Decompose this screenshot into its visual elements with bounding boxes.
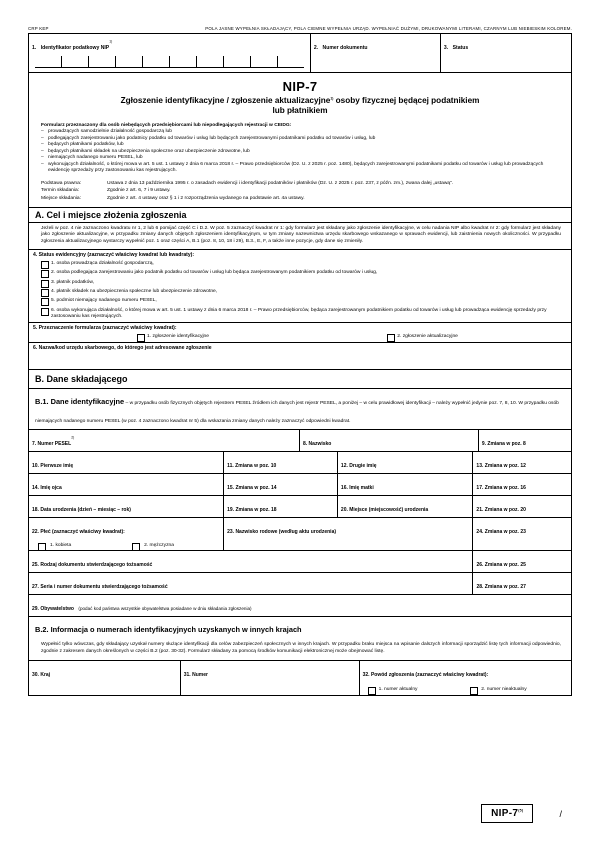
nip-cell[interactable] (89, 56, 116, 67)
field-label: 12. Drugie imię (340, 463, 377, 470)
section-a-text: Jeżeli w poz. 4 nie zaznaczono kwadratu nr 1, 2 lub 6 pomijać część C i D.2. W poz. 5 zaznaczyć kwadrat nr 1: gdy formularz jest składany jako zgłoszenie identyfikacyjne, w celu nadania NIP albo kwadrat nr 2: gdy formularz jest składany jako zgłoszenie aktualizacyjne, w przypadku zmiany danych objętych zgłoszeniem identyfikacyjnym, w tym zmiany nazewnictwa urzędu skarbowego wskazanego w sprawach ewidencji, lub zaistnienia nowych okoliczności. W przypadku zgłoszenia aktualizacyjnego wystarczy wypełnić poz. 1 oraz części A, B.1 (poz. 8, 10, 18 i 29), B.3., E, F, a także inne pozycje, gdy dane się zmieniły. (41, 225, 561, 244)
table-row (29, 517, 571, 550)
footer-code-sup: (5) (518, 808, 524, 813)
field-label: 27. Seria i numer dokumentu stwierdzającego tożsamość (32, 584, 168, 591)
field-change-18[interactable] (224, 496, 338, 517)
field-label: 22. Płeć (zaznaczyć właściwy kwadrat): (32, 529, 125, 536)
legal-value: Ustawa z dnia 13 października 1995 r. o zasadach ewidencji i identyfikacji podatników i płatników (Dz. U. z 2025 r. poz. 237, z późn. zm.), zwana dalej „ustawą”. (107, 180, 454, 186)
section-b2-desc: Wypełnić tylko wówczas, gdy składający uzyskał numery służące identyfikacji dla celów zabezpieczeń społecznych w innych krajach. W przypadku braku miejsca na wpisanie dalszych informacji sporządzić listę tych informacji odpowiednio, zgodnie z zakresem danych określonych w części B.2 (poz. 30-32). Formularz składany za pomocą środków komunikacji elektronicznej może obejmować listę. (41, 642, 561, 654)
intro-bullet: – prowadzących samodzielnie działalność gospodarczą lub (41, 129, 561, 135)
field-change-27[interactable] (473, 573, 571, 594)
legal-label: Miejsce składania: (41, 195, 81, 201)
option-label: 2. zgłoszenie aktualizacyjne (397, 334, 458, 340)
option-4-4[interactable] (29, 288, 571, 297)
field-nip-number: 1. (32, 45, 37, 51)
table-row (29, 495, 571, 517)
option-label: 1. osoba prowadząca działalność gospodarczą, (51, 260, 154, 266)
field-birth-date[interactable] (29, 496, 224, 517)
intro-bullet: – będących płatnikami podatków, lub (41, 142, 561, 148)
page-header (28, 26, 572, 31)
field-pesel[interactable] (29, 430, 300, 451)
field-id-document-type[interactable] (29, 551, 473, 572)
field-change-12[interactable] (473, 452, 571, 473)
field-change-25[interactable] (473, 551, 571, 572)
field-label: 14. Imię ojca (32, 485, 62, 492)
footer-page-slash: / (559, 808, 562, 819)
field-birth-place[interactable] (338, 496, 474, 517)
section-b1-intro (29, 389, 571, 429)
field-label: 18. Data urodzenia (dzień – miesiąc – rok) (32, 507, 131, 514)
checkbox-icon[interactable] (38, 543, 46, 551)
field-label: 31. Numer (183, 672, 208, 679)
field-label: 15. Zmiana w poz. 14 (227, 485, 277, 492)
option-label: 5. podmiot niemający nadanego numeru PESEL, (51, 298, 157, 304)
option-5-1[interactable] (129, 334, 379, 339)
checkbox-icon[interactable] (387, 334, 395, 342)
field-label: 29. Obywatelstwo (32, 606, 74, 613)
table-row (29, 473, 571, 495)
intro-bullet: – podlegających zarejestrowaniu jako podatnicy podatku od towarów i usług lub będących zarejestrowanymi podatnikami podatku od towarów i usług, lub (41, 136, 561, 142)
nip-cell[interactable] (116, 56, 143, 67)
top-fields-row (28, 33, 572, 73)
field-foreign-number[interactable] (181, 661, 360, 694)
form-title-line1-rest: osoby fizycznej będącej podatnikiem (333, 96, 480, 105)
table-row (29, 550, 571, 572)
section-b2-title-row (29, 617, 571, 639)
legal-row (41, 188, 561, 194)
option-4-5[interactable] (29, 297, 571, 306)
field-first-name[interactable] (29, 452, 224, 473)
table-row (29, 660, 571, 694)
option-label: 1. numer aktualny (378, 686, 418, 692)
section-a-header: A. Cel i miejsce złożenia zgłoszenia (29, 207, 571, 223)
field-surname[interactable] (300, 430, 479, 451)
field-second-name[interactable] (338, 452, 474, 473)
nip-cell[interactable] (35, 56, 62, 67)
legal-row (41, 181, 561, 187)
field-mother-name[interactable] (338, 474, 474, 495)
field-label: 25. Rodzaj dokumentu stwierdzającego tożsamość (32, 562, 153, 569)
field-change-8[interactable] (479, 430, 571, 451)
form-title (39, 96, 561, 116)
section-b1-desc: – w przypadku osób fizycznych objętych rejestrem PESEL źródłem ich danych jest rejestr PESEL, a poniżej – w celu prawidłowej identyfikacji – należy wypełnić jedynie poz. 7, 8, 10. W przypadku osób niemających nadanego numeru PESEL (w poz. 4 zaznaczono kwadrat nr 5) dla wskazania zmiany danych należy zaznaczyć odpowiedni kwadrat. (35, 401, 559, 425)
field-label: 32. Powód zgłoszenia (zaznaczyć właściwy kwadrat): (362, 672, 489, 679)
form-title-block (29, 73, 571, 120)
option-5-2[interactable] (379, 334, 567, 339)
field-label: 19. Zmiana w poz. 18 (227, 507, 277, 514)
field-gender[interactable] (29, 518, 224, 550)
option-label: 2. mężczyzna (144, 542, 174, 548)
field-change-16[interactable] (473, 474, 571, 495)
option-number-current[interactable] (363, 685, 466, 694)
form-intro (29, 120, 571, 179)
field-label: 23. Nazwisko rodowe (według aktu urodzenia) (227, 529, 337, 536)
question-5-block (29, 322, 571, 342)
field-status-num: 3. (443, 45, 449, 51)
checkbox-icon[interactable] (41, 308, 49, 316)
section-b-header: B. Dane składającego (29, 369, 571, 389)
option-4-1[interactable] (29, 259, 571, 268)
nip-digit-grid[interactable] (35, 56, 304, 68)
checkbox-icon[interactable] (41, 261, 49, 269)
option-gender-female[interactable] (32, 541, 126, 550)
footer-form-code (481, 804, 533, 823)
table-row (29, 594, 571, 616)
field-change-23[interactable] (473, 518, 571, 550)
option-label: 1. kobieta (50, 542, 72, 548)
section-b2-block (29, 616, 571, 660)
form-code: NIP-7 (282, 79, 318, 94)
nip-cell[interactable] (278, 56, 304, 67)
field-label: 24. Zmiana w poz. 23 (476, 529, 526, 536)
section-b1-title: B.1. Dane identyfikacyjne (35, 397, 125, 407)
question-6-label: 6. Nazwa/kod urzędu skarbowego, do którego jest adresowane zgłoszenie (33, 345, 212, 352)
field-label: 17. Zmiana w poz. 16 (476, 485, 526, 492)
field-label: 11. Zmiana w poz. 10 (227, 463, 277, 470)
field-document-number-num: 2. (313, 45, 319, 51)
option-gender-male[interactable] (126, 541, 220, 550)
option-4-6[interactable] (29, 306, 571, 322)
section-b2-title: B.2. Informacja o numerach identyfikacyjnych uzyskanych w innych krajach (35, 625, 302, 635)
field-father-name[interactable] (29, 474, 224, 495)
option-label: 2. numer nieaktualny (481, 686, 527, 692)
option-number-outdated[interactable] (465, 685, 568, 694)
option-4-3[interactable] (29, 278, 571, 287)
field-label: 10. Pierwsze imię (32, 463, 74, 470)
field-label: 21. Zmiana w poz. 20 (476, 507, 526, 514)
field-document-number[interactable] (311, 34, 441, 72)
field-status[interactable] (441, 34, 571, 72)
checkbox-icon[interactable] (470, 687, 478, 695)
question-5-options (29, 332, 571, 342)
legal-value: Zgodnie z art. 4 ustawy oraz § 1 i 2 rozporządzenia wydanego na podstawie art. 4a ustawy. (107, 195, 305, 201)
field-change-20[interactable] (473, 496, 571, 517)
nip-cell[interactable] (62, 56, 89, 67)
checkbox-icon[interactable] (132, 543, 140, 551)
option-label: 1. zgłoszenie identyfikacyjne (147, 334, 209, 340)
footer-code-text: NIP-7 (491, 808, 519, 819)
intro-bullets (41, 129, 561, 174)
nip-cell[interactable] (170, 56, 197, 67)
table-row (29, 451, 571, 473)
legal-value: Zgodnie z art. 6, 7 i 9 ustawy. (107, 188, 171, 194)
field-nip-identifier[interactable] (29, 34, 311, 72)
question-4-block (29, 249, 571, 322)
nip-cell[interactable] (251, 56, 278, 67)
field-hint: (podać kod państwa wszystkie obywatelstwa posiadane w dniu składania zgłoszenia) (78, 606, 252, 612)
intro-bullet: – wykonujących działalność, o której mowa w art. 5 ust. 1 ustawy z dnia 6 marca 2018 r. – Prawo przedsiębiorców (Dz. U. z 2025 r. poz. 1480), będących zarejestrowanymi podatnikami podatku od towarów i usług lub prowadzących ewidencję sprzedaży przy zastosowaniu kas rejestrujących. (41, 162, 561, 175)
field-label: 16. Imię matki (340, 485, 374, 492)
field-label: 30. Kraj (32, 672, 51, 679)
checkbox-icon[interactable] (137, 334, 145, 342)
checkbox-icon[interactable] (41, 280, 49, 288)
field-citizenship[interactable] (29, 595, 571, 616)
form-title-sup: 1) (330, 96, 334, 101)
field-status-label: Status (452, 45, 469, 51)
field-label: 26. Zmiana w poz. 25 (476, 562, 526, 569)
form-title-line1: Zgłoszenie identyfikacyjne / zgłoszenie aktualizacyjne (120, 96, 331, 105)
legal-label: Termin składania: (41, 188, 80, 194)
field-nip-sup: 1) (109, 39, 113, 44)
option-label: 3. płatnik podatków, (51, 279, 94, 285)
field-report-reason[interactable] (360, 661, 571, 694)
field-maiden-name[interactable] (224, 518, 473, 550)
checkbox-icon[interactable] (41, 298, 49, 306)
form-title-line2: lub płatnikiem (272, 106, 328, 115)
page-footer (481, 804, 572, 823)
option-label: 6. osoba wykonująca działalność, o której mowa w art. 5 ust. 1 ustawy z dnia 6 marca 2018 r. – Prawo przedsiębiorców, będąca zarejestrowanym podatnikiem podatku od towarów i usług lub prowadząca ewidencję sprzedaży przy zastosowaniu kas rejestrujących. (51, 307, 547, 320)
question-6-block[interactable] (29, 342, 571, 369)
intro-bullet: – będących płatnikami składek na ubezpieczenia społeczne oraz ubezpieczenie zdrowotne, lub (41, 149, 561, 155)
field-country[interactable] (29, 661, 181, 694)
legal-row (41, 196, 561, 202)
question-4-label: 4. Status ewidencyjny (zaznaczyć właściwy kwadrat lub kwadraty): (33, 252, 195, 259)
form-body (28, 73, 572, 696)
field-label: 13. Zmiana w poz. 12 (476, 463, 526, 470)
field-id-document-number[interactable] (29, 573, 473, 594)
legal-label: Podstawa prawna: (41, 180, 82, 186)
field-change-10[interactable] (224, 452, 338, 473)
field-label: 28. Zmiana w poz. 27 (476, 584, 526, 591)
field-sup: 2) (71, 435, 75, 440)
header-instructions: POLA JASNE WYPEŁNIA SKŁADAJĄCY, POLA CIEMNE WYPEŁNIA URZĄD. WYPEŁNIAĆ DUŻYMI, DRUKOWANYMI LITERAMI, CZARNYM LUB NIEBIESKIM KOLOREM. (205, 26, 572, 31)
checkbox-icon[interactable] (41, 289, 49, 297)
checkbox-icon[interactable] (41, 270, 49, 278)
header-left-code: CRP KEP (28, 26, 49, 31)
table-row (29, 572, 571, 594)
option-4-2[interactable] (29, 269, 571, 278)
field-label: 9. Zmiana w poz. 8 (481, 441, 526, 448)
field-label: 8. Nazwisko (303, 441, 332, 448)
nip-cell[interactable] (143, 56, 170, 67)
intro-lead: Formularz przeznaczony dla osób niebędących przedsiębiorcami lub niepodlegających rejestracji w CEIDG: (41, 123, 292, 128)
nip-cell[interactable] (197, 56, 224, 67)
question-5-label: 5. Przeznaczenie formularza (zaznaczyć właściwy kwadrat): (33, 325, 177, 332)
table-row (29, 429, 571, 451)
field-change-14[interactable] (224, 474, 338, 495)
intro-bullet: – niemających nadanego numeru PESEL, lub (41, 155, 561, 161)
option-label: 2. osoba podlegająca zarejestrowaniu jako podatnik podatku od towarów i usług lub będąca zarejestrowanym podatnikiem podatku od towarów i usług, (51, 270, 378, 276)
field-nip-label: Identyfikator podatkowy NIP (40, 45, 110, 51)
field-label: 20. Miejsce (miejscowość) urodzenia (340, 507, 429, 514)
checkbox-icon[interactable] (368, 687, 376, 695)
legal-basis-table (29, 179, 571, 207)
option-label: 4. płatnik składek na ubezpieczenia społeczne lub ubezpieczenie zdrowotne, (51, 289, 218, 295)
nip-cell[interactable] (224, 56, 251, 67)
field-label: 7. Numer PESEL (32, 441, 72, 448)
field-document-number-label: Numer dokumentu (322, 45, 368, 51)
